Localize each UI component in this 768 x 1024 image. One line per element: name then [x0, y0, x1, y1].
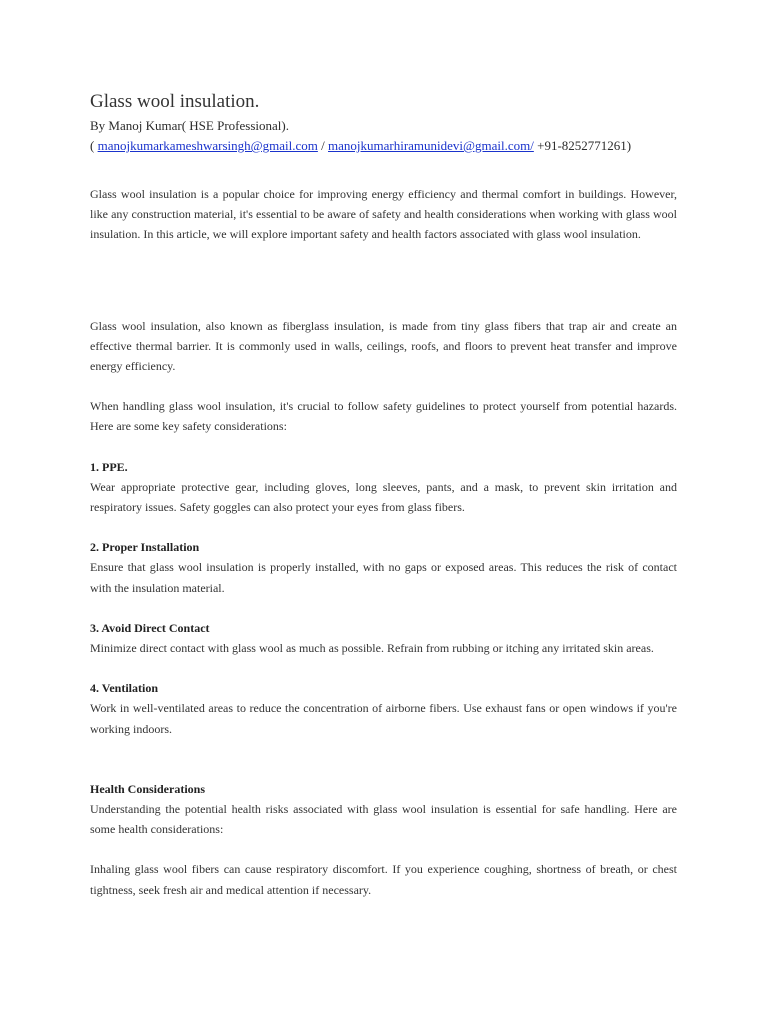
email-link-2[interactable]: manojkumarhiramunidevi@gmail.com/	[328, 138, 534, 153]
section-body-ventilation: Work in well-ventilated areas to reduce the concentration of airborne fibers. Use exhaust fans or open windows if you're working indoors.	[90, 701, 677, 736]
safety-intro-paragraph: When handling glass wool insulation, it's crucial to follow safety guidelines to protect yourself from potential hazards. Here are some key safety considerations:	[90, 399, 677, 434]
author-byline: By Manoj Kumar( HSE Professional).	[90, 118, 289, 133]
section-heading-contact: 3. Avoid Direct Contact	[90, 620, 210, 635]
section-body-ppe: Wear appropriate protective gear, including gloves, long sleeves, pants, and a mask, to prevent skin irritation and respiratory issues. Safety goggles can also protect your eyes from glass fibers.	[90, 479, 677, 515]
section-body-installation: Ensure that glass wool insulation is properly installed, with no gaps or exposed areas. This reduces the risk of contact with the insulation material.	[90, 560, 677, 595]
health-body: Understanding the potential health risks associated with glass wool insulation is essential for safe handling. Here are some health considerations:	[90, 802, 677, 837]
document-page	[90, 88, 677, 900]
section-heading-ppe: 1. PPE.	[90, 459, 128, 474]
contact-separator: /	[317, 138, 329, 153]
contact-open: (	[90, 138, 98, 153]
intro-paragraph: Glass wool insulation is a popular choice for improving energy efficiency and thermal comfort in buildings. However, like any construction material, it's essential to be aware of safety and health considerations when working with glass wool insulation. In this article, we will explore important safety and health factors associated with glass wool insulation.	[90, 187, 677, 242]
email-link-1[interactable]: manojkumarkameshwarsingh@gmail.com	[97, 138, 318, 153]
health-heading: Health Considerations	[90, 781, 206, 796]
inhaling-paragraph: Inhaling glass wool fibers can cause respiratory discomfort. If you experience coughing, shortness of breath, or chest tightness, seek fresh air and medical attention if necessary.	[90, 862, 677, 897]
document-title: Glass wool insulation.	[90, 91, 260, 112]
section-body-contact: Minimize direct contact with glass wool as much as possible. Refrain from rubbing or itching any irritated skin areas.	[90, 641, 654, 656]
section-heading-installation: 2. Proper Installation	[90, 540, 200, 555]
contact-phone: +91-8252771261)	[533, 138, 632, 153]
about-paragraph: Glass wool insulation, also known as fiberglass insulation, is made from tiny glass fibers that trap air and create an effective thermal barrier. It is commonly used in walls, ceilings, roofs, and floors to prevent heat transfer and improve energy efficiency.	[90, 318, 677, 374]
contact-line	[90, 136, 677, 156]
section-heading-ventilation: 4. Ventilation	[90, 681, 159, 696]
